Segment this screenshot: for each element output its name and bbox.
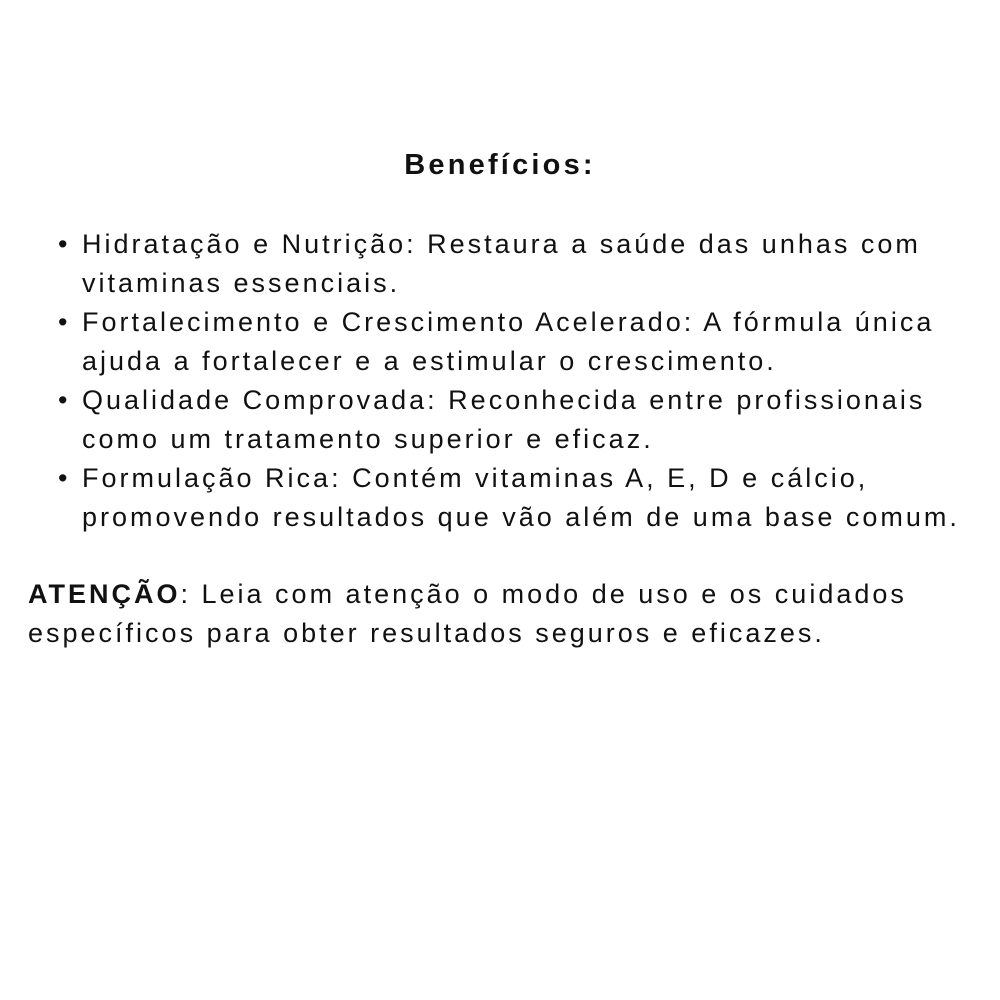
list-item-text: Formulação Rica: Contém vitaminas A, E, D e cálcio, promovendo resultados que vão além de uma base comum. [82,462,960,532]
attention-paragraph [28,575,972,653]
attention-text: : Leia com atenção o modo de uso e os cuidados específicos para obter resultados seguros e eficazes. [28,578,907,648]
list-item-text: Qualidade Comprovada: Reconhecida entre profissionais como um tratamento superior e eficaz. [82,384,926,454]
bullet-icon: • [58,228,68,259]
page-title: Benefícios: [404,149,596,181]
list-item-text: Fortalecimento e Crescimento Acelerado: A fórmula única ajuda a fortalecer e a estimular o crescimento. [82,306,935,376]
bullet-icon: • [58,384,68,415]
list-item [28,381,972,459]
list-item [28,459,972,537]
list-item [28,303,972,381]
attention-keyword: ATENÇÃO [28,578,181,609]
bullet-icon: • [58,306,68,337]
benefits-list [28,225,972,537]
list-item-text: Hidratação e Nutrição: Restaura a saúde das unhas com vitaminas essenciais. [82,228,921,298]
bullet-icon: • [58,462,68,493]
list-item [28,225,972,303]
